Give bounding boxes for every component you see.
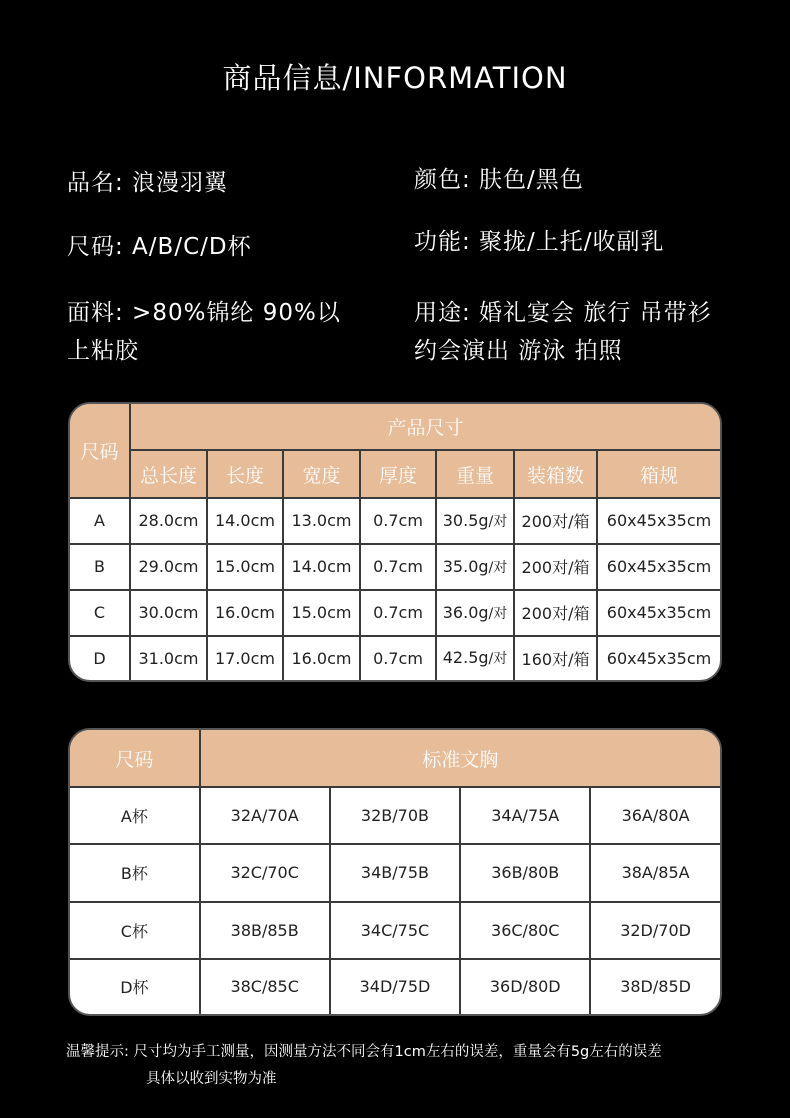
cell-weight bbox=[436, 544, 514, 590]
cell-box: 60x45x35cm bbox=[597, 498, 720, 544]
material-line-1: 面料: >80%锦纶 90%以 bbox=[67, 300, 341, 326]
cell-box: 60x45x35cm bbox=[597, 590, 720, 636]
table-row bbox=[70, 959, 720, 1014]
material-line-2: 上粘胶 bbox=[67, 338, 139, 364]
row-size: D bbox=[70, 636, 130, 680]
weight-value: 30.5g bbox=[442, 510, 489, 530]
cell-total-length: 30.0cm bbox=[130, 590, 207, 636]
cup-label: C杯 bbox=[70, 902, 200, 959]
product-material bbox=[67, 294, 341, 370]
cell-pack: 200对/箱 bbox=[514, 544, 597, 590]
weight-value: 42.5g bbox=[442, 648, 489, 668]
weight-unit: /对 bbox=[488, 651, 508, 668]
product-color: 颜色: 肤色/黑色 bbox=[414, 167, 584, 193]
measurement-note bbox=[66, 1039, 662, 1093]
page-title: 商品信息/INFORMATION bbox=[222, 61, 568, 95]
cup-label: D杯 bbox=[70, 959, 200, 1014]
cell-width: 13.0cm bbox=[283, 498, 360, 544]
cell-length: 16.0cm bbox=[207, 590, 283, 636]
table-row bbox=[70, 902, 720, 959]
cell-width: 14.0cm bbox=[283, 544, 360, 590]
bra-size-cell: 32D/70D bbox=[590, 902, 720, 959]
cell-pack: 200对/箱 bbox=[514, 590, 597, 636]
note-line-2: 具体以收到实物为准 bbox=[146, 1071, 277, 1087]
cell-length: 14.0cm bbox=[207, 498, 283, 544]
cell-weight bbox=[436, 498, 514, 544]
cell-total-length: 29.0cm bbox=[130, 544, 207, 590]
bra-size-cell: 34C/75C bbox=[330, 902, 461, 959]
cup-label: A杯 bbox=[70, 787, 200, 844]
table-row bbox=[70, 498, 720, 544]
bra-size-cell: 34D/75D bbox=[330, 959, 461, 1014]
column-header: 重量 bbox=[436, 450, 514, 498]
bra-size-cell: 32A/70A bbox=[200, 787, 330, 844]
usage-line-1: 用途: 婚礼宴会 旅行 吊带衫 bbox=[414, 300, 712, 326]
weight-unit: /对 bbox=[488, 513, 508, 530]
row-size: A bbox=[70, 498, 130, 544]
cell-length: 15.0cm bbox=[207, 544, 283, 590]
cell-width: 15.0cm bbox=[283, 590, 360, 636]
bra-size-cell: 34B/75B bbox=[330, 844, 461, 901]
bra-size-cell: 36B/80B bbox=[460, 844, 590, 901]
bra-size-cell: 38B/85B bbox=[200, 902, 330, 959]
bra-size-cell: 38D/85D bbox=[590, 959, 720, 1014]
bra-size-cell: 36A/80A bbox=[590, 787, 720, 844]
bra-size-cell: 36C/80C bbox=[460, 902, 590, 959]
product-name: 品名: 浪漫羽翼 bbox=[67, 170, 229, 196]
bra-size-cell: 32B/70B bbox=[330, 787, 461, 844]
product-size-table bbox=[68, 402, 722, 682]
table-row bbox=[70, 590, 720, 636]
cell-length: 17.0cm bbox=[207, 636, 283, 680]
product-function: 功能: 聚拢/上托/收副乳 bbox=[414, 229, 665, 255]
cell-weight bbox=[436, 636, 514, 680]
cell-box: 60x45x35cm bbox=[597, 636, 720, 680]
column-header: 箱规 bbox=[597, 450, 720, 498]
cell-thickness: 0.7cm bbox=[360, 498, 436, 544]
cell-width: 16.0cm bbox=[283, 636, 360, 680]
product-size: 尺码: A/B/C/D杯 bbox=[67, 234, 252, 260]
column-header: 总长度 bbox=[130, 450, 207, 498]
column-header: 装箱数 bbox=[514, 450, 597, 498]
cell-total-length: 31.0cm bbox=[130, 636, 207, 680]
table-row bbox=[70, 787, 720, 844]
cup-size-header: 尺码 bbox=[70, 730, 200, 787]
table-row bbox=[70, 544, 720, 590]
usage-line-2: 约会演出 游泳 拍照 bbox=[414, 338, 623, 364]
standard-bra-group-header: 标准文胸 bbox=[200, 730, 720, 787]
size-header: 尺码 bbox=[70, 404, 130, 498]
weight-unit: /对 bbox=[488, 559, 508, 576]
bra-size-cell: 34A/75A bbox=[460, 787, 590, 844]
weight-value: 35.0g bbox=[442, 556, 489, 576]
cup-label: B杯 bbox=[70, 844, 200, 901]
product-usage bbox=[414, 294, 712, 370]
note-line-1: 温馨提示: 尺寸均为手工测量，因测量方法不同会有1cm左右的误差，重量会有5g左右的误差 bbox=[66, 1044, 662, 1060]
cell-pack: 160对/箱 bbox=[514, 636, 597, 680]
cell-total-length: 28.0cm bbox=[130, 498, 207, 544]
bra-size-cell: 38A/85A bbox=[590, 844, 720, 901]
cell-thickness: 0.7cm bbox=[360, 590, 436, 636]
bra-size-cell: 38C/85C bbox=[200, 959, 330, 1014]
product-size-group-header: 产品尺寸 bbox=[130, 404, 720, 450]
row-size: B bbox=[70, 544, 130, 590]
table-row bbox=[70, 636, 720, 680]
weight-unit: /对 bbox=[488, 605, 508, 622]
row-size: C bbox=[70, 590, 130, 636]
table-row bbox=[70, 844, 720, 901]
standard-bra-table bbox=[68, 728, 722, 1016]
cell-thickness: 0.7cm bbox=[360, 636, 436, 680]
bra-size-cell: 36D/80D bbox=[460, 959, 590, 1014]
weight-value: 36.0g bbox=[442, 602, 489, 622]
bra-size-cell: 32C/70C bbox=[200, 844, 330, 901]
cell-thickness: 0.7cm bbox=[360, 544, 436, 590]
column-header: 长度 bbox=[207, 450, 283, 498]
column-header: 厚度 bbox=[360, 450, 436, 498]
cell-weight bbox=[436, 590, 514, 636]
cell-pack: 200对/箱 bbox=[514, 498, 597, 544]
column-header: 宽度 bbox=[283, 450, 360, 498]
cell-box: 60x45x35cm bbox=[597, 544, 720, 590]
